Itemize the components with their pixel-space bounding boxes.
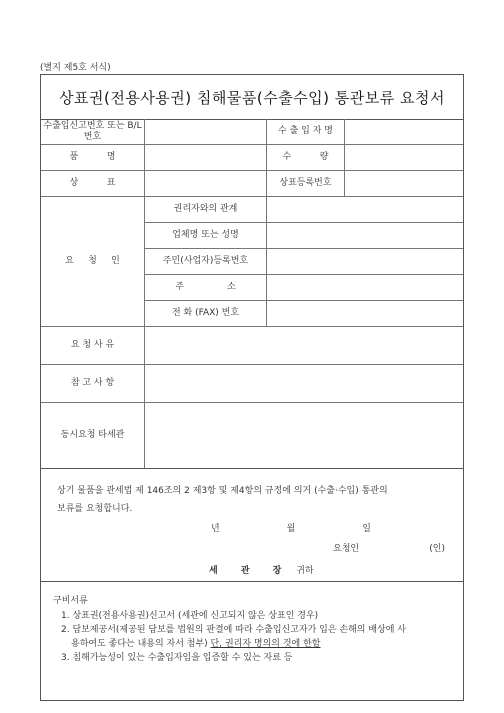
document-item-3: 3. 침해가능성이 있는 수출입자임을 입증할 수 있는 자료 등: [61, 653, 293, 663]
label-trademark-reg-no: 상표등록번호: [267, 171, 345, 197]
document-item-2-text: 용하여도 좋다는 내용의 자서 첨부): [71, 639, 208, 649]
applicant-label: 요청인: [333, 544, 360, 554]
label-reason: 요 청 사 유: [41, 327, 145, 365]
seal-mark: (인): [429, 544, 445, 554]
label-requester: 요 청 인: [41, 197, 145, 327]
honorific: 귀하: [296, 566, 314, 576]
request-statement: [41, 469, 463, 582]
field-reference[interactable]: [145, 365, 463, 403]
document-item-2: 2. 담보제공서(제공된 담보를 법원의 판결에 따라 수출입신고자가 입은 손해의 배상에 사: [61, 625, 406, 635]
label-trader-name: 수 출 입 자 명: [267, 119, 345, 145]
date-month: 월: [286, 524, 296, 534]
field-phone[interactable]: [267, 301, 463, 327]
statement-line-2: 보류를 요청합니다.: [57, 504, 133, 514]
label-trademark: 상 표: [41, 171, 145, 197]
field-item-name[interactable]: [145, 145, 267, 171]
field-trademark[interactable]: [145, 171, 267, 197]
label-other-customs: 동시요청 타세관: [41, 403, 145, 469]
label-item-name: 품 명: [41, 145, 145, 171]
field-other-customs[interactable]: [145, 403, 463, 469]
field-reason[interactable]: [145, 327, 463, 365]
label-reference: 참 고 사 항: [41, 365, 145, 403]
field-company-name[interactable]: [267, 223, 463, 249]
field-quantity[interactable]: [345, 145, 463, 171]
documents-heading: 구비서류: [53, 596, 88, 606]
applicant-line: [333, 541, 445, 554]
label-quantity: 수 량: [267, 145, 345, 171]
field-trademark-reg-no[interactable]: [345, 171, 463, 197]
label-phone: 전 화 (FAX) 번호: [145, 301, 267, 327]
field-declaration-no[interactable]: [145, 119, 267, 145]
label-company-name: 업체명 또는 성명: [145, 223, 267, 249]
field-trader-name[interactable]: [345, 119, 463, 145]
label-declaration-no: 수출입신고번호 또는 B/L 번호: [41, 119, 145, 145]
statement-line-1: 상기 물품을 관세법 제 146조의 2 제3항 및 제4항의 규정에 의거 (수출·수입) 통관의: [57, 486, 388, 496]
document-item-1: 1. 상표권(전용사용권)신고서 (세관에 신고되지 않은 상표인 경우): [61, 611, 319, 621]
label-resident-no: 주민(사업자)등록번호: [145, 249, 267, 275]
date-line: [211, 521, 371, 534]
field-address[interactable]: [267, 275, 463, 301]
form-title: 상표권(전용사용권) 침해물품(수출수입) 통관보류 요청서: [41, 75, 463, 120]
document-item-2-note: 단, 권리자 명의의 것에 한함: [210, 639, 321, 649]
label-address: 주 소: [145, 275, 267, 301]
addressee-line: [209, 563, 314, 576]
form-number-label: (별지 제5호 서식): [40, 63, 111, 73]
field-resident-no[interactable]: [267, 249, 463, 275]
label-relation: 권리자와의 관계: [145, 197, 267, 223]
field-relation[interactable]: [267, 197, 463, 223]
date-year: 년: [211, 524, 220, 534]
document-item-2-cont: [71, 637, 463, 651]
request-form: [40, 74, 464, 701]
date-day: 일: [362, 524, 371, 534]
addressee: 세 관 장: [209, 566, 292, 576]
